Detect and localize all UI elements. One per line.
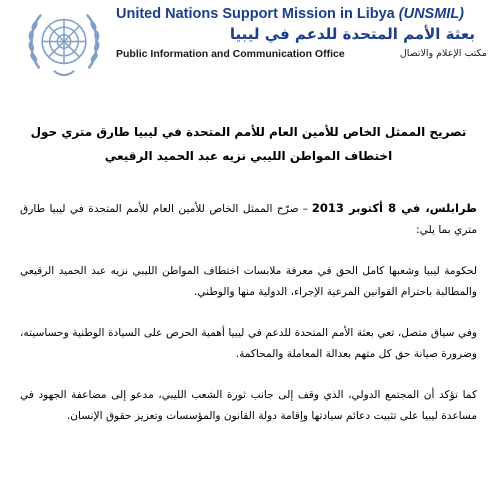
body-paragraph: وفي سياق متصل، تعي بعثة الأمم المتحدة للدعم في ليبيا أهمية الحرص على السيادة الوطنية وحساسيته، وضرورة صيانة حق كل متهم بعدالة المعاملة والمحاكمة. <box>20 327 477 360</box>
office-name-ar: مكتب الإعلام والاتصال <box>399 48 487 59</box>
lead-paragraph <box>20 198 477 241</box>
office-name-en: Public Information and Communication Office <box>116 48 345 60</box>
org-name-ar: بعثة الأمم المتحدة للدعم في ليبيا <box>229 25 475 43</box>
lead-text: صرّح الممثل الخاص للأمين العام للأمم المتحدة في ليبيا طارق متري بما يلي: <box>20 203 477 236</box>
document-body <box>20 120 477 447</box>
body-paragraph: كما تؤكد أن المجتمع الدولي، الذي وقف إلى جانب ثورة الشعب الليبي، مدعو إلى مضاعفة الجهود في مساعدة ليبيا على تثبيت دعائم سيادتها وإقامة دولة القانون والمؤسسات وتعزيز حقوق الإنسان. <box>20 389 477 422</box>
statement-title: تصريح الممثل الخاص للأمين العام للأمم المتحدة في ليبيا طارق متري حول اختطاف المواطن الليبي نزيه عبد الحميد الرقيعي <box>30 125 467 163</box>
body-paragraph: لحكومة ليبيا وشعبها كامل الحق في معرفة ملابسات اختطاف المواطن الليبي نزيه عبد الحميد الرقيعي والمطالبة باحترام القوانين المرعية الإجراء، الدولية منها والوطني. <box>20 265 477 298</box>
dateline: طرابلس، في 8 أكتوبر 2013 <box>311 201 477 215</box>
org-name-en-text: United Nations Support Mission in Libya <box>116 6 395 22</box>
org-name-en <box>116 6 464 22</box>
office-row <box>116 48 487 64</box>
letterhead <box>0 0 497 92</box>
dateline-dash: – <box>302 203 308 215</box>
un-emblem-icon <box>22 2 106 86</box>
org-abbr-en: (UNSMIL) <box>398 6 465 22</box>
